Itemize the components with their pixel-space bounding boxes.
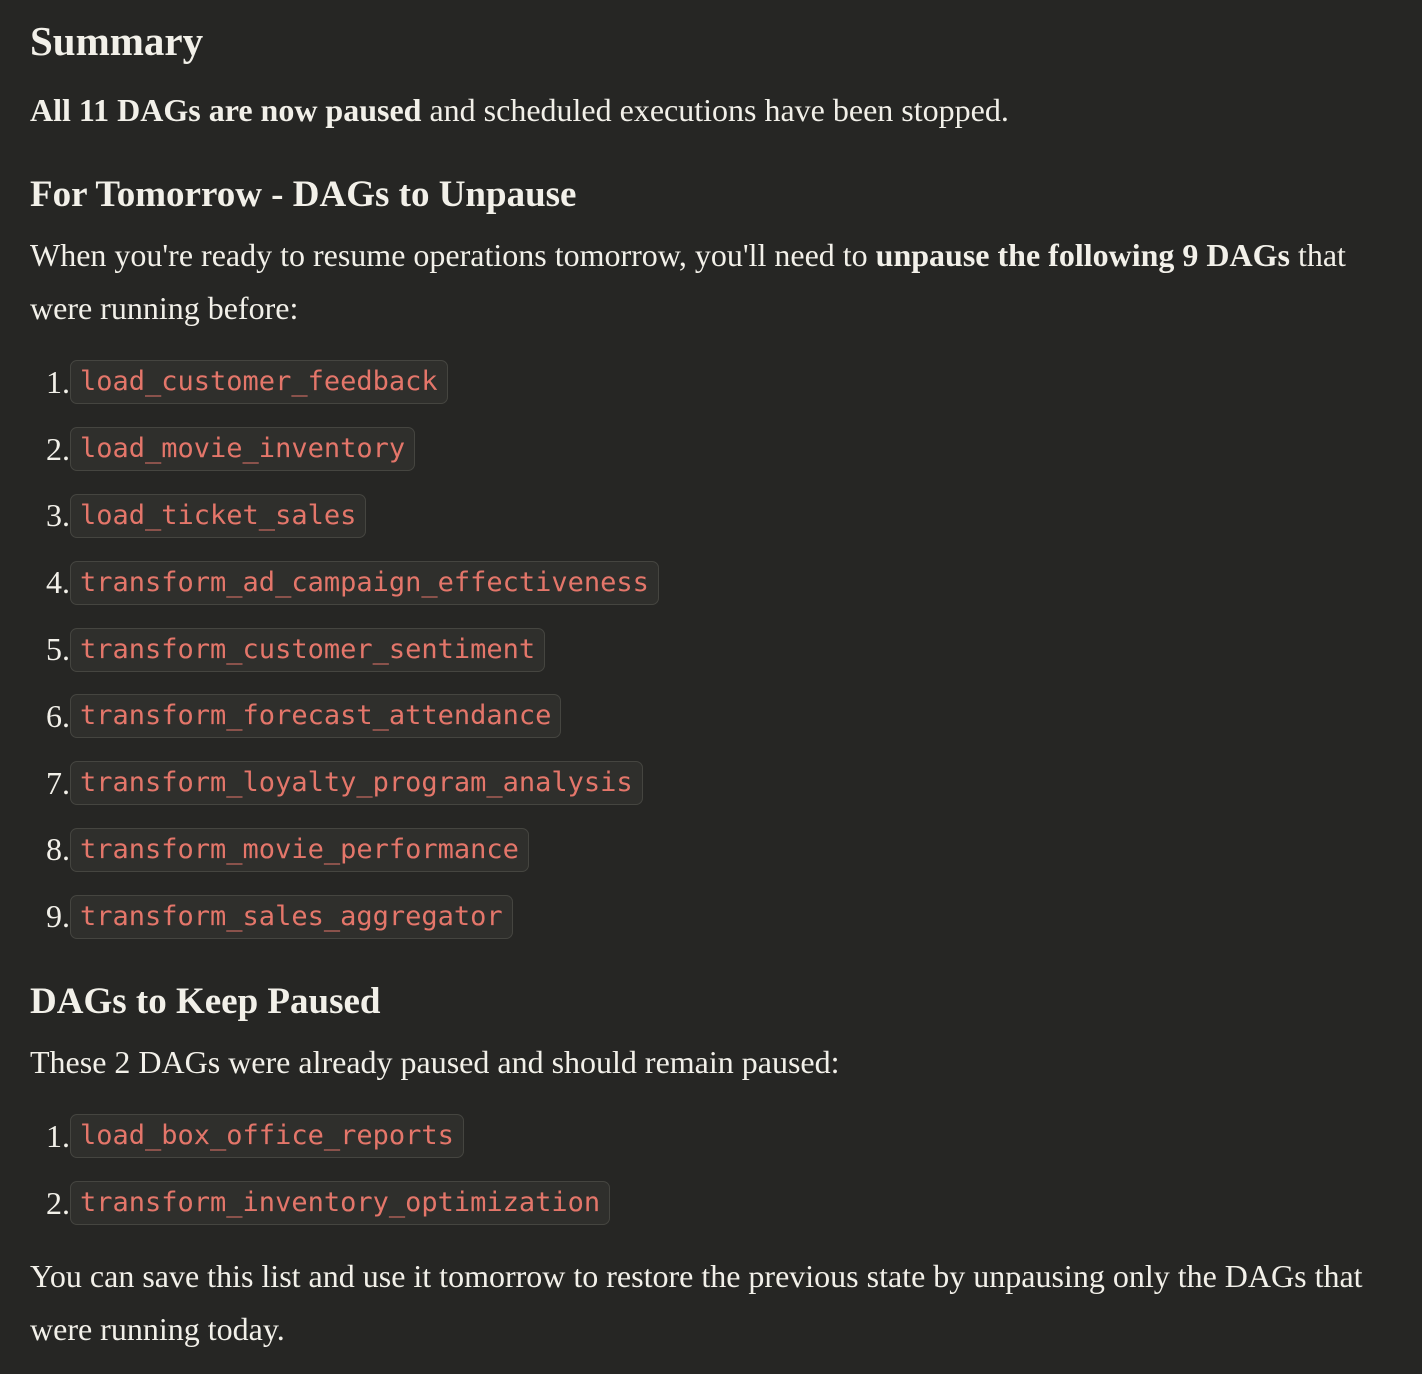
list-item [30,683,659,750]
list-number: 5. [46,631,70,668]
summary-text: and scheduled executions have been stopped. [421,92,1009,128]
list-item [30,817,659,884]
unpause-list [30,349,659,950]
dag-name: transform_sales_aggregator [70,895,513,939]
unpause-intro-bold: unpause the following 9 DAGs [875,237,1290,273]
closing-paragraph: You can save this list and use it tomorrow to restore the previous state by unpausing only the DAGs that were running today. [30,1258,1363,1347]
list-item [30,416,659,483]
list-item [30,349,659,416]
keep-paused-heading: DAGs to Keep Paused [30,981,381,1022]
keep-paused-intro: These 2 DAGs were already paused and should remain paused: [30,1044,840,1080]
unpause-intro-text: When you're ready to resume operations tomorrow, you'll need to [30,237,876,273]
list-number: 2. [46,430,70,467]
summary-heading: Summary [30,18,204,64]
list-number: 7. [46,764,70,801]
dag-name: transform_ad_campaign_effectiveness [70,561,659,605]
list-item [30,483,659,550]
list-number: 3. [46,497,70,534]
dag-name: load_customer_feedback [70,360,448,404]
list-number: 9. [46,898,70,935]
keep-paused-list [30,1103,610,1237]
unpause-intro-tail: that were running before: [30,237,1346,326]
dag-name: load_box_office_reports [70,1114,464,1158]
dag-name: transform_movie_performance [70,828,529,872]
list-number: 4. [46,564,70,601]
summary-paragraph [30,84,1392,137]
dag-name: transform_inventory_optimization [70,1181,610,1225]
list-item [30,1103,610,1170]
dag-name: transform_customer_sentiment [70,628,545,672]
list-number: 6. [46,697,70,734]
list-item [30,1170,610,1237]
list-number: 1. [46,1117,70,1154]
list-item [30,750,659,817]
unpause-intro [30,229,1392,335]
dag-name: load_movie_inventory [70,427,415,471]
list-item [30,549,659,616]
list-number: 2. [46,1184,70,1221]
dag-name: transform_loyalty_program_analysis [70,761,643,805]
list-number: 1. [46,363,70,400]
list-number: 8. [46,831,70,868]
unpause-heading: For Tomorrow - DAGs to Unpause [30,174,577,215]
list-item [30,616,659,683]
dag-name: load_ticket_sales [70,494,366,538]
list-item [30,883,659,950]
summary-bold-text: All 11 DAGs are now paused [30,92,422,128]
dag-name: transform_forecast_attendance [70,694,561,738]
